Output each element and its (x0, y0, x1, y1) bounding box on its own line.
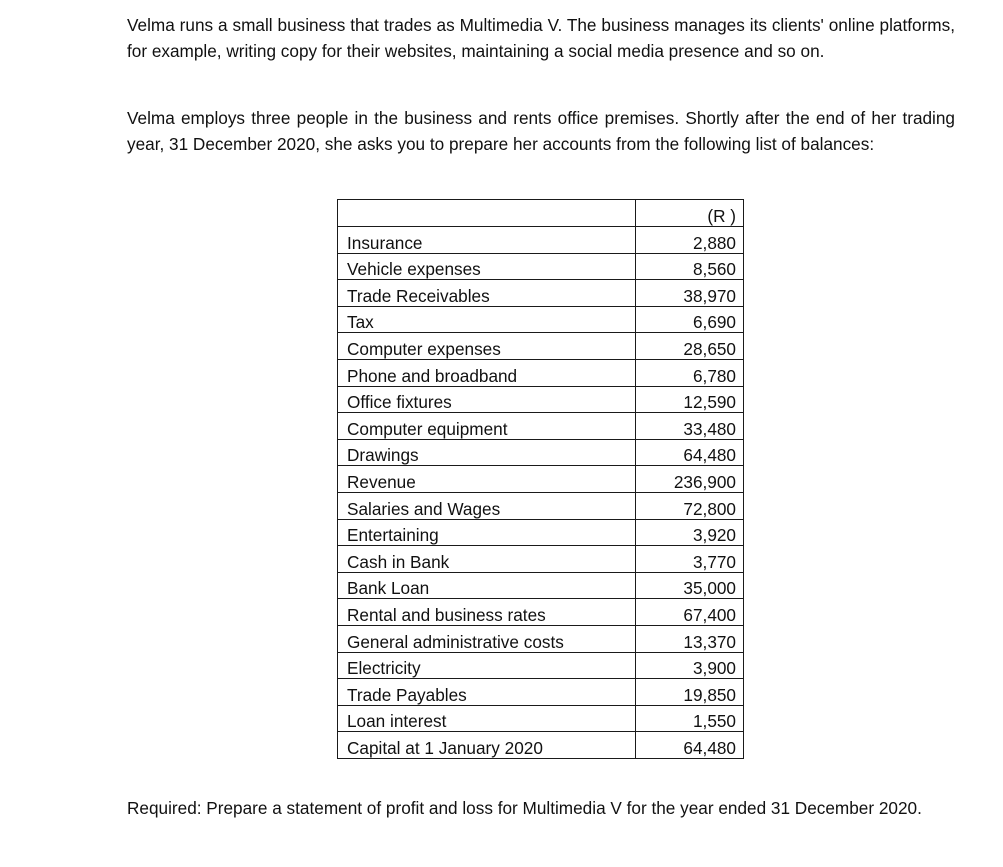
row-label-cell: Salaries and Wages (338, 492, 636, 519)
row-value-cell: 35,000 (636, 572, 744, 599)
row-value-cell: 67,400 (636, 599, 744, 626)
table-row (338, 333, 744, 360)
table-row (338, 492, 744, 519)
table-row (338, 227, 744, 254)
row-value-cell: 2,880 (636, 227, 744, 254)
row-value-cell: 236,900 (636, 466, 744, 493)
row-label-cell: General administrative costs (338, 625, 636, 652)
table-row (338, 679, 744, 706)
table-header-row (338, 200, 744, 227)
row-value-cell: 3,900 (636, 652, 744, 679)
row-label-cell: Rental and business rates (338, 599, 636, 626)
row-value-cell: 72,800 (636, 492, 744, 519)
row-label-cell: Bank Loan (338, 572, 636, 599)
row-value-cell: 38,970 (636, 280, 744, 307)
balances-table (337, 199, 744, 759)
row-label-cell: Cash in Bank (338, 546, 636, 573)
row-label-cell: Tax (338, 306, 636, 333)
table-row (338, 413, 744, 440)
row-label-cell: Capital at 1 January 2020 (338, 732, 636, 759)
row-value-cell: 8,560 (636, 253, 744, 280)
row-value-cell: 3,920 (636, 519, 744, 546)
row-label-cell: Revenue (338, 466, 636, 493)
table-row (338, 359, 744, 386)
table-row (338, 439, 744, 466)
table-row (338, 280, 744, 307)
row-label-cell: Drawings (338, 439, 636, 466)
row-value-cell: 12,590 (636, 386, 744, 413)
table-row (338, 652, 744, 679)
row-value-cell: 13,370 (636, 625, 744, 652)
row-value-cell: 19,850 (636, 679, 744, 706)
table-row (338, 572, 744, 599)
row-value-cell: 64,480 (636, 732, 744, 759)
table-row (338, 466, 744, 493)
table-row (338, 306, 744, 333)
row-label-cell: Computer expenses (338, 333, 636, 360)
balances-table-body (338, 200, 744, 759)
table-row (338, 253, 744, 280)
table-row (338, 546, 744, 573)
table-row (338, 625, 744, 652)
row-label-cell: Trade Receivables (338, 280, 636, 307)
table-row (338, 519, 744, 546)
row-value-cell: 28,650 (636, 333, 744, 360)
row-value-cell: 3,770 (636, 546, 744, 573)
table-row (338, 599, 744, 626)
row-value-cell: 6,780 (636, 359, 744, 386)
intro-paragraph: Velma runs a small business that trades as Multimedia V. The business manages its clients' online platforms, for example, writing copy for their websites, maintaining a social media presence and so on. (127, 15, 955, 61)
table-row (338, 705, 744, 732)
row-label-cell: Entertaining (338, 519, 636, 546)
table-row (338, 386, 744, 413)
row-value-cell: 6,690 (636, 306, 744, 333)
row-value-cell: 1,550 (636, 705, 744, 732)
header-label-cell (338, 200, 636, 227)
row-label-cell: Electricity (338, 652, 636, 679)
row-value-cell: 33,480 (636, 413, 744, 440)
context-paragraph: Velma employs three people in the business and rents office premises. Shortly after the end of her trading year, 31 December 2020, she asks you to prepare her accounts from the following list of balances: (127, 108, 955, 154)
row-label-cell: Insurance (338, 227, 636, 254)
table-row (338, 732, 744, 759)
row-label-cell: Trade Payables (338, 679, 636, 706)
row-label-cell: Computer equipment (338, 413, 636, 440)
row-label-cell: Vehicle expenses (338, 253, 636, 280)
header-unit-cell: (R ) (636, 200, 744, 227)
row-label-cell: Loan interest (338, 705, 636, 732)
row-label-cell: Office fixtures (338, 386, 636, 413)
row-label-cell: Phone and broadband (338, 359, 636, 386)
row-value-cell: 64,480 (636, 439, 744, 466)
required-paragraph: Required: Prepare a statement of profit and loss for Multimedia V for the year ended 31 December 2020. (127, 798, 922, 818)
